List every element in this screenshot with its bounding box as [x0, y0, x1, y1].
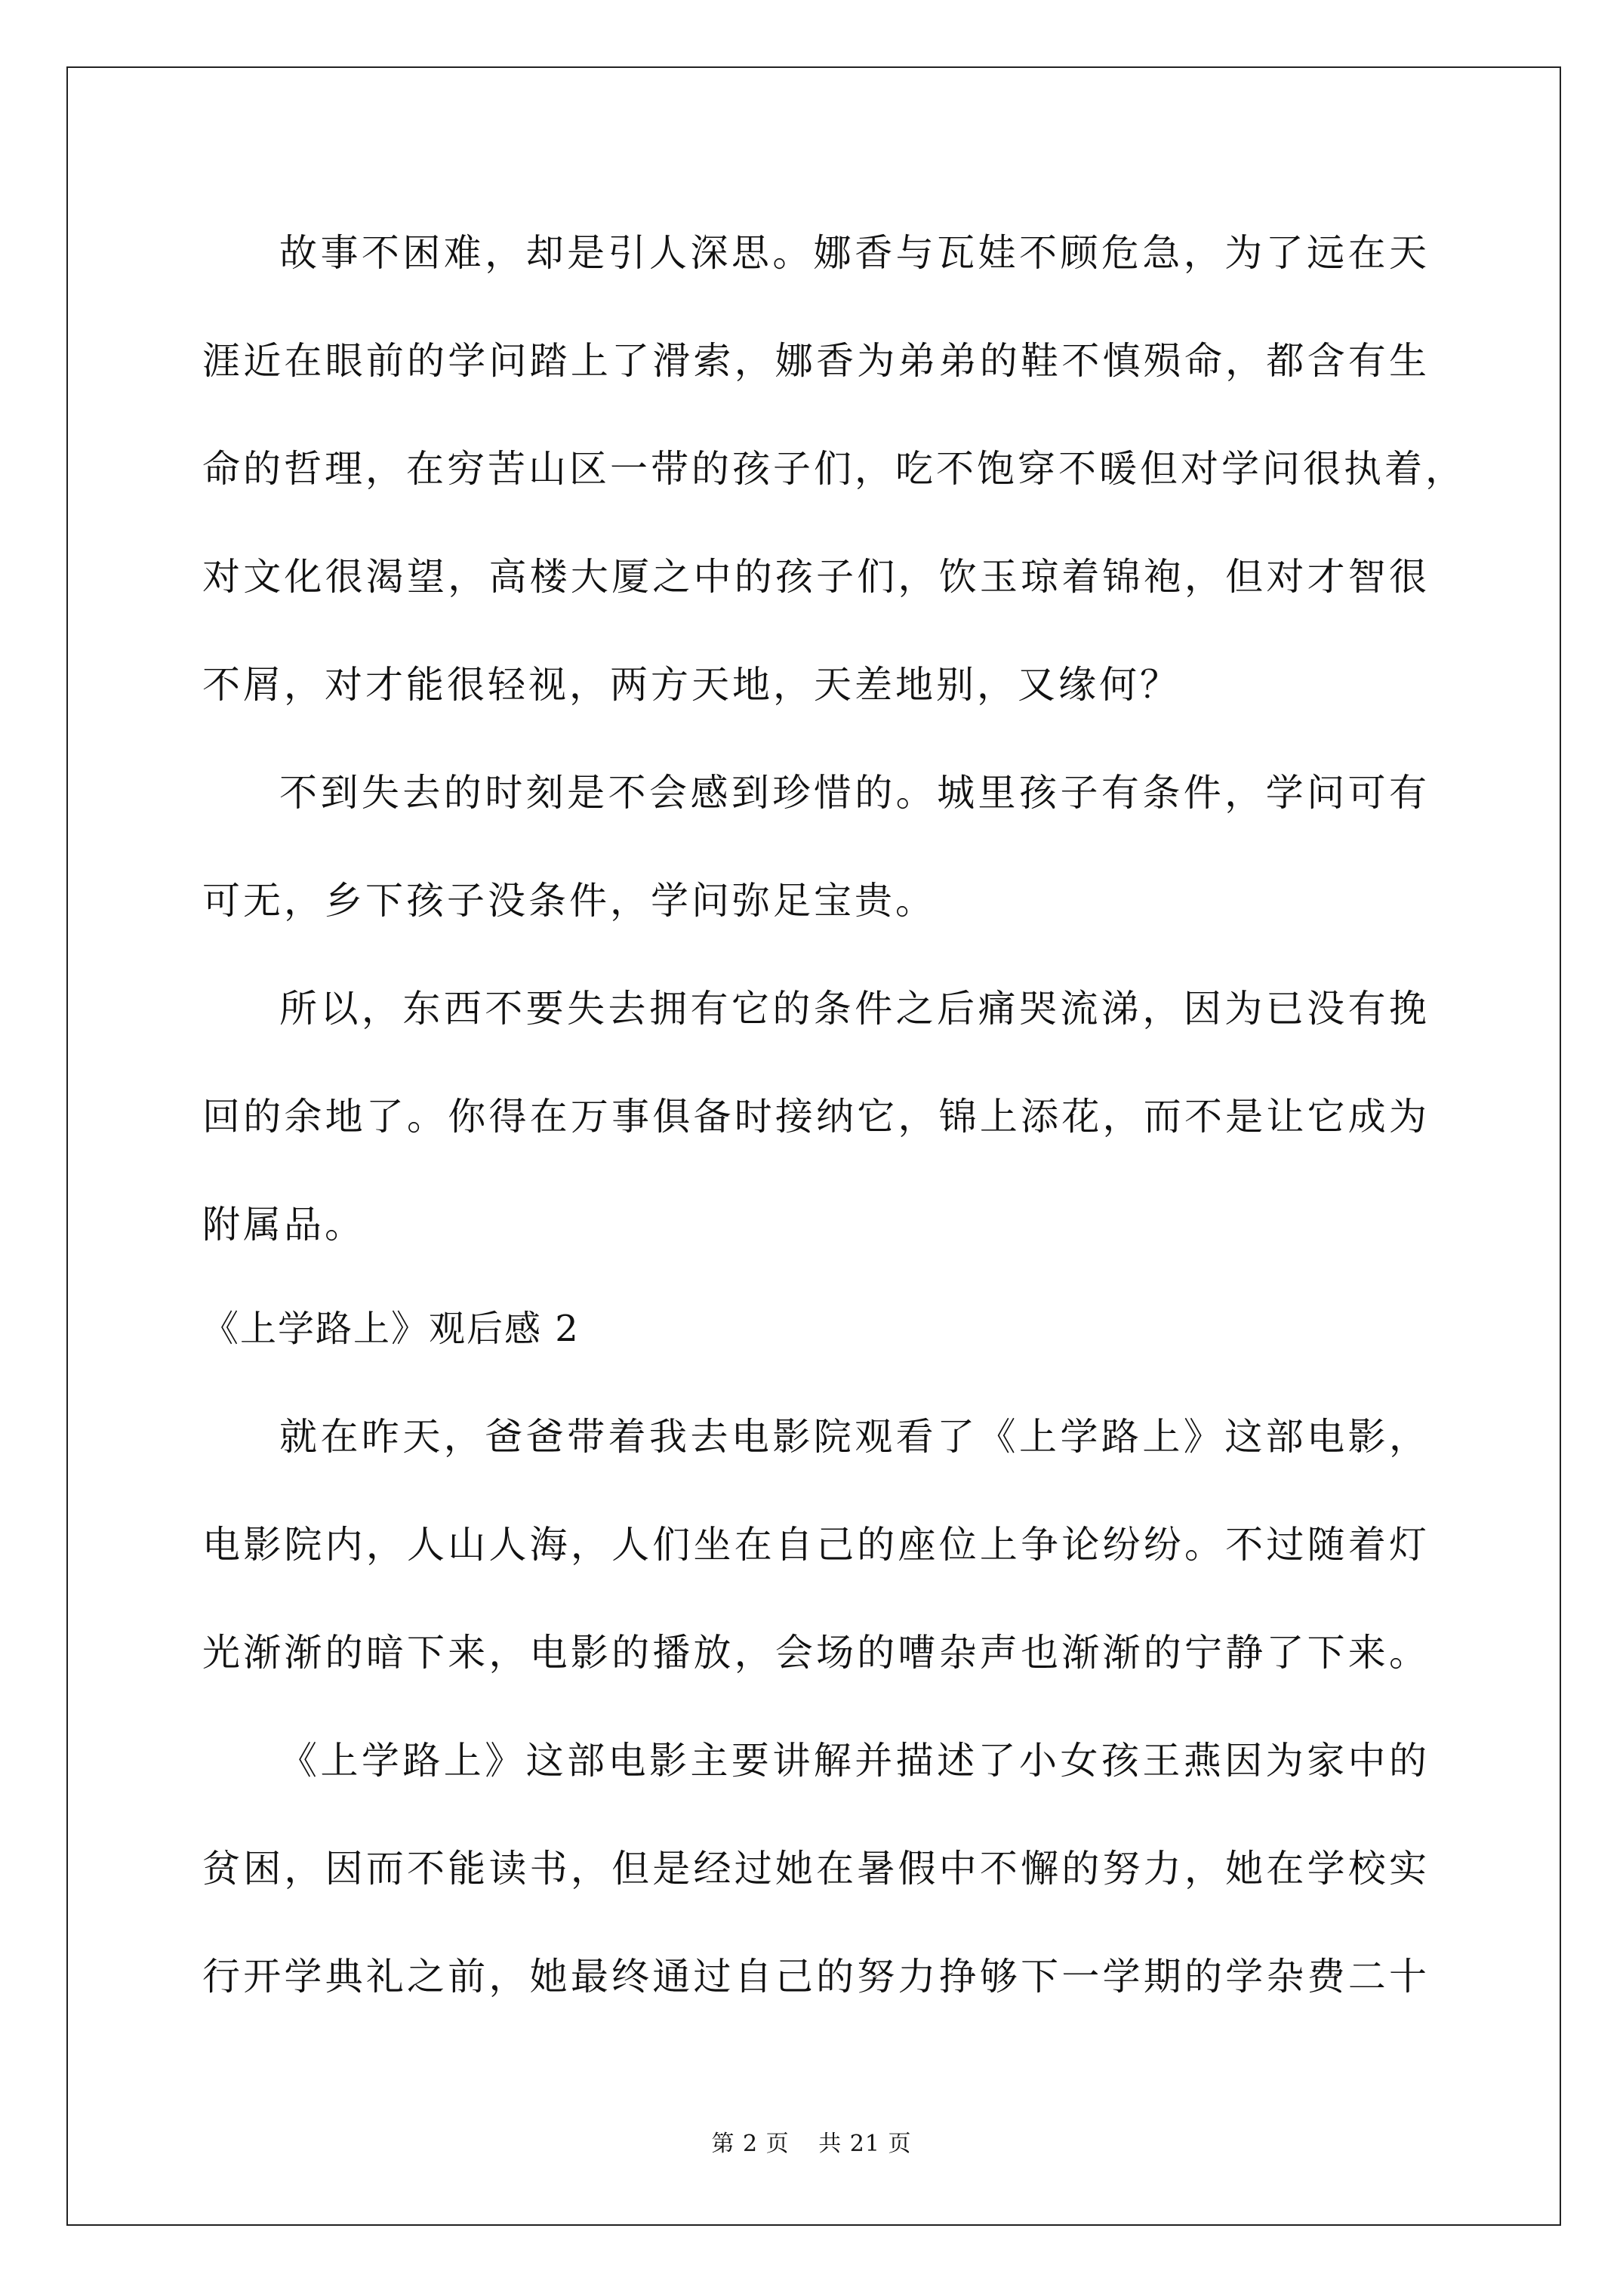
text-line: 附属品。	[202, 1203, 365, 1247]
text-line: 故事不困难，却是引人深思。娜香与瓦娃不顾危急，为了远在天	[279, 231, 1430, 275]
text-line: 对文化很渴望，高楼大厦之中的孩子们，饮玉琼着锦袍，但对才智很	[202, 555, 1430, 599]
page-number: 第 2 页	[711, 2131, 790, 2157]
page-border	[66, 66, 1561, 2226]
text-line: 《上学路上》这部电影主要讲解并描述了小女孩王燕因为家中的	[279, 1739, 1430, 1783]
page-footer	[0, 2129, 1623, 2159]
text-line: 涯近在眼前的学问踏上了滑索，娜香为弟弟的鞋不慎殒命，都含有生	[202, 339, 1430, 383]
text-line: 贫困，因而不能读书，但是经过她在暑假中不懈的努力，她在学校实	[202, 1847, 1430, 1891]
text-line: 所以，东西不要失去拥有它的条件之后痛哭流涕，因为已没有挽	[279, 987, 1430, 1031]
text-line: 就在昨天，爸爸带着我去电影院观看了《上学路上》这部电影，	[279, 1415, 1430, 1459]
text-line: 命的哲理，在穷苦山区一带的孩子们，吃不饱穿不暖但对学问很执着，	[202, 447, 1466, 491]
section-heading: 《上学路上》观后感 2	[202, 1308, 580, 1350]
text-line: 不屑，对才能很轻视，两方天地，天差地别，又缘何？	[202, 663, 1181, 707]
text-line: 电影院内，人山人海，人们坐在自己的座位上争论纷纷。不过随着灯	[202, 1523, 1430, 1567]
page-total: 共 21 页	[818, 2131, 912, 2157]
text-line: 行开学典礼之前，她最终通过自己的努力挣够下一学期的学杂费二十	[202, 1955, 1430, 1999]
text-line: 不到失去的时刻是不会感到珍惜的。城里孩子有条件，学问可有	[279, 771, 1430, 815]
text-line: 回的余地了。你得在万事俱备时接纳它，锦上添花，而不是让它成为	[202, 1095, 1430, 1139]
text-line: 光渐渐的暗下来，电影的播放，会场的嘈杂声也渐渐的宁静了下来。	[202, 1631, 1430, 1675]
text-line: 可无，乡下孩子没条件，学问弥足宝贵。	[202, 879, 936, 923]
